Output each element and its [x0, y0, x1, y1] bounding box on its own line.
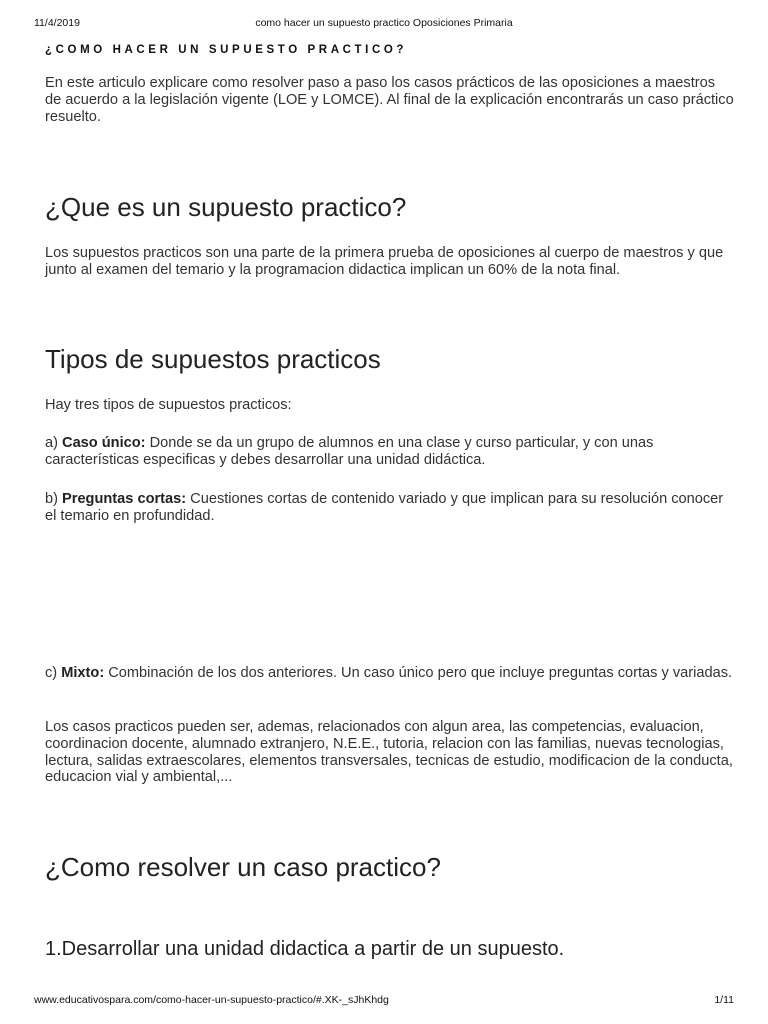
item-text: Cuestiones cortas de contenido variado y que implican para su resolución conocer el temario en profundidad.: [45, 491, 724, 524]
subsection-heading-unidad-didactica: 1.Desarrollar una unidad didactica a partir de un supuesto.: [45, 938, 565, 960]
item-term: Mixto:: [61, 665, 105, 681]
source-url: www.educativospara.com/como-hacer-un-supuesto-practico/#.XK-_sJhKhdg: [34, 994, 389, 1006]
tipos-lead-paragraph: Hay tres tipos de supuestos practicos:: [45, 397, 292, 413]
closing-paragraph: Los casos practicos pueden ser, ademas, relacionados con algun area, las competencias, evaluacion, coordinacion docente, alumnado extranjero, N.E.E., tutoria, relacion con las familias, nuevas tecnologias, lectura, salidas extraescolares, elementos transversales, tecnicas de estudio, modificacion de la conducta, educacion vial y ambiental,...: [45, 719, 733, 786]
section-heading-como-resolver: ¿Como resolver un caso practico?: [45, 852, 441, 882]
list-item-preguntas-cortas: [45, 491, 735, 525]
section-heading-que-es: ¿Que es un supuesto practico?: [45, 192, 407, 222]
list-item-mixto: [45, 665, 735, 682]
item-text: Donde se da un grupo de alumnos en una clase y curso particular, y con unas características especificas y debes desarrollar una unidad didáctica.: [45, 435, 654, 468]
print-date: 11/4/2019: [34, 17, 80, 29]
section-heading-tipos: Tipos de supuestos practicos: [45, 344, 381, 374]
list-item-caso-unico: [45, 435, 735, 469]
section-paragraph-que-es: Los supuestos practicos son una parte de la primera prueba de oposiciones al cuerpo de maestros y que junto al examen del temario y la programacion didactica implican un 60% de la nota final.: [45, 245, 724, 278]
document-title: como hacer un supuesto practico Oposiciones Primaria: [255, 17, 513, 29]
page-header: [0, 17, 768, 31]
page-footer: [0, 994, 768, 1008]
page-number: 1/11: [714, 994, 734, 1006]
item-prefix: c): [45, 665, 62, 681]
item-text: Combinación de los dos anteriores. Un caso único pero que incluye preguntas cortas y variadas.: [104, 665, 733, 681]
item-term: Caso único:: [62, 435, 146, 451]
item-prefix: a): [45, 435, 63, 451]
item-term: Preguntas cortas:: [62, 491, 187, 507]
item-prefix: b): [45, 491, 63, 507]
intro-paragraph: En este articulo explicare como resolver paso a paso los casos prácticos de las oposiciones a maestros de acuerdo a la legislación vigente (LOE y LOMCE). Al final de la explicación encontrarás un caso práctico resuelto.: [45, 75, 734, 125]
article-kicker: ¿COMO HACER UN SUPUESTO PRACTICO?: [45, 44, 408, 56]
